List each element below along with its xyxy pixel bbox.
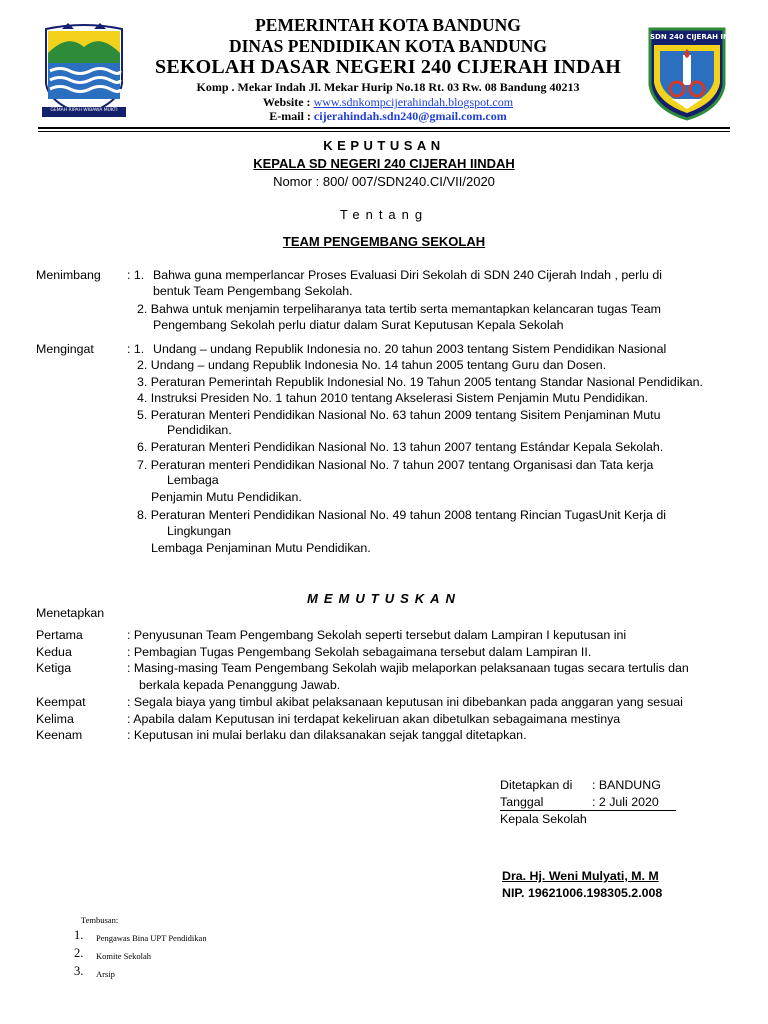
ditetapkan-label: Ditetapkan di bbox=[500, 778, 573, 792]
menetapkan-label: Menetapkan bbox=[36, 606, 105, 620]
letterhead-email-line bbox=[130, 109, 646, 124]
menimbang-item-1-cont: bentuk Team Pengembang Sekolah. bbox=[153, 284, 353, 298]
signer-nip: NIP. 19621006.198305.2.008 bbox=[502, 886, 663, 900]
mengingat-line: 7. Peraturan menteri Pendidikan Nasional No. 7 tahun 2007 tentang Organisasi dan Tata kerja bbox=[137, 458, 654, 472]
bandung-city-emblem bbox=[38, 23, 130, 121]
memutuskan-heading: MEMUTUSKAN bbox=[307, 591, 461, 606]
tembusan-title: Tembusan: bbox=[81, 915, 119, 925]
tembusan-number: 1. bbox=[74, 928, 84, 942]
decision-label: Keempat bbox=[36, 695, 86, 709]
signer-position: Kepala Sekolah bbox=[500, 812, 587, 826]
letterhead-government: PEMERINTAH KOTA BANDUNG bbox=[255, 15, 521, 35]
tembusan-item: Komite Sekolah bbox=[96, 951, 152, 961]
decision-text: : Segala biaya yang timbul akibat pelaksanaan keputusan ini dibebankan pada anggaran yang sesuai bbox=[127, 695, 683, 709]
decision-label: Pertama bbox=[36, 628, 83, 642]
mengingat-colon: : 1. bbox=[127, 342, 145, 356]
mengingat-line: 6. Peraturan Menteri Pendidikan Nasional No. 13 tahun 2007 tentang Estándar Kepala Sekolah. bbox=[137, 440, 664, 454]
menimbang-item-2-cont: Pengembang Sekolah perlu diatur dalam Surat Keputusan Kepala Sekolah bbox=[153, 318, 564, 332]
decision-label: Keenam bbox=[36, 728, 83, 742]
decree-subject: TEAM PENGEMBANG SEKOLAH bbox=[282, 234, 486, 249]
decision-text: : Keputusan ini mulai berlaku dan dilaksanakan sejak tanggal ditetapkan. bbox=[127, 728, 527, 742]
signer-name: Dra. Hj. Weni Mulyati, M. M bbox=[502, 869, 659, 883]
mengingat-line: Lembaga bbox=[167, 473, 219, 487]
letterhead-school-name: SEKOLAH DASAR NEGERI 240 CIJERAH INDAH bbox=[155, 56, 621, 78]
menimbang-item-1: Bahwa guna memperlancar Proses Evaluasi Diri Sekolah di SDN 240 Cijerah Indah , perlu di bbox=[153, 268, 662, 282]
tanggal-label: Tanggal bbox=[500, 795, 544, 809]
bandung-emblem-icon bbox=[38, 23, 130, 121]
decision-text: : Penyusunan Team Pengembang Sekolah seperti tersebut dalam Lampiran I keputusan ini bbox=[127, 628, 627, 642]
decision-label: Kelima bbox=[36, 712, 74, 726]
mengingat-line: Undang – undang Republik Indonesia no. 20 tahun 2003 tentang Sistem Pendidikan Nasional bbox=[153, 342, 667, 356]
mengingat-line: 4. Instruksi Presiden No. 1 tahun 2010 tentang Akselerasi Sistem Penjamin Mutu Pendidikan. bbox=[137, 391, 649, 405]
signature-date-rule bbox=[500, 810, 676, 811]
tembusan-number: 2. bbox=[74, 946, 84, 960]
decision-text: : Apabila dalam Keputusan ini terdapat kekeliruan akan dibetulkan sebagaimana mestinya bbox=[127, 712, 621, 726]
decision-text-cont: berkala kepada Penanggung Jawab. bbox=[139, 678, 341, 692]
emblem-motto: GEMAH RIPAH WIBAWA MUKTI bbox=[50, 108, 118, 113]
tembusan-item: Arsip bbox=[96, 969, 115, 979]
letterhead-website-line bbox=[130, 95, 646, 110]
menimbang-label: Menimbang bbox=[36, 268, 101, 282]
tembusan-number: 3. bbox=[74, 964, 84, 978]
mengingat-line: Lembaga Penjaminan Mutu Pendidikan. bbox=[151, 541, 371, 555]
email-link[interactable]: cijerahindah.sdn240@gmail.com.com bbox=[313, 109, 507, 123]
decree-heading: KEPUTUSAN bbox=[323, 138, 445, 153]
decree-tentang: Tentang bbox=[339, 207, 429, 222]
letterhead-rule-thin bbox=[38, 131, 730, 132]
menimbang-colon: : 1. bbox=[127, 268, 145, 282]
mengingat-line: Pendidikan. bbox=[167, 423, 232, 437]
decision-text: : Masing-masing Team Pengembang Sekolah wajib melaporkan pelaksanaan tugas secara tertulis dan bbox=[127, 661, 689, 675]
decision-label: Ketiga bbox=[36, 661, 72, 675]
school-emblem bbox=[646, 25, 746, 123]
mengingat-line: 8. Peraturan Menteri Pendidikan Nasional No. 49 tahun 2008 tentang Rincian TugasUnit Kerja di bbox=[137, 508, 666, 522]
letterhead-rule-thick bbox=[38, 127, 730, 129]
email-label: E-mail : bbox=[269, 109, 314, 123]
mengingat-line: 5. Peraturan Menteri Pendidikan Nasional No. 63 tahun 2009 tentang Sisitem Penjaminan Mutu bbox=[137, 408, 661, 422]
decision-label: Kedua bbox=[36, 645, 72, 659]
mengingat-line: Penjamin Mutu Pendidikan. bbox=[151, 490, 302, 504]
school-emblem-caption: SDN 240 CIJERAH INDAH bbox=[650, 33, 746, 41]
decision-text: : Pembagian Tugas Pengembang Sekolah sebagaimana tersebut dalam Lampiran II. bbox=[127, 645, 592, 659]
decree-number: Nomor : 800/ 007/SDN240.CI/VII/2020 bbox=[273, 174, 495, 189]
decree-issuer: KEPALA SD NEGERI 240 CIJERAH IINDAH bbox=[253, 156, 515, 171]
tanggal-value: : 2 Juli 2020 bbox=[592, 795, 659, 809]
ditetapkan-value: : BANDUNG bbox=[592, 778, 661, 792]
tembusan-item: Pengawas Bina UPT Pendidikan bbox=[96, 933, 207, 943]
menimbang-item-2: 2. Bahwa untuk menjamin terpeliharanya tata tertib serta memantapkan kelancaran tugas Team bbox=[137, 302, 661, 316]
letterhead-department: DINAS PENDIDIKAN KOTA BANDUNG bbox=[228, 36, 548, 56]
mengingat-label: Mengingat bbox=[36, 342, 94, 356]
letterhead-address: Komp . Mekar Indah Jl. Mekar Hurip No.18 Rt. 03 Rw. 08 Bandung 40213 bbox=[196, 80, 580, 94]
mengingat-line: Lingkungan bbox=[167, 524, 232, 538]
website-link[interactable]: www.sdnkompcijerahindah.blogspot.com bbox=[313, 95, 514, 109]
mengingat-line: 2. Undang – undang Republik Indonesia No. 14 tahun 2005 tentang Guru dan Dosen. bbox=[137, 358, 607, 372]
website-label: Website : bbox=[262, 95, 314, 109]
mengingat-line: 3. Peraturan Pemerintah Republik Indonesial No. 19 Tahun 2005 tentang Standar Nasional Pendidikan. bbox=[137, 375, 703, 389]
